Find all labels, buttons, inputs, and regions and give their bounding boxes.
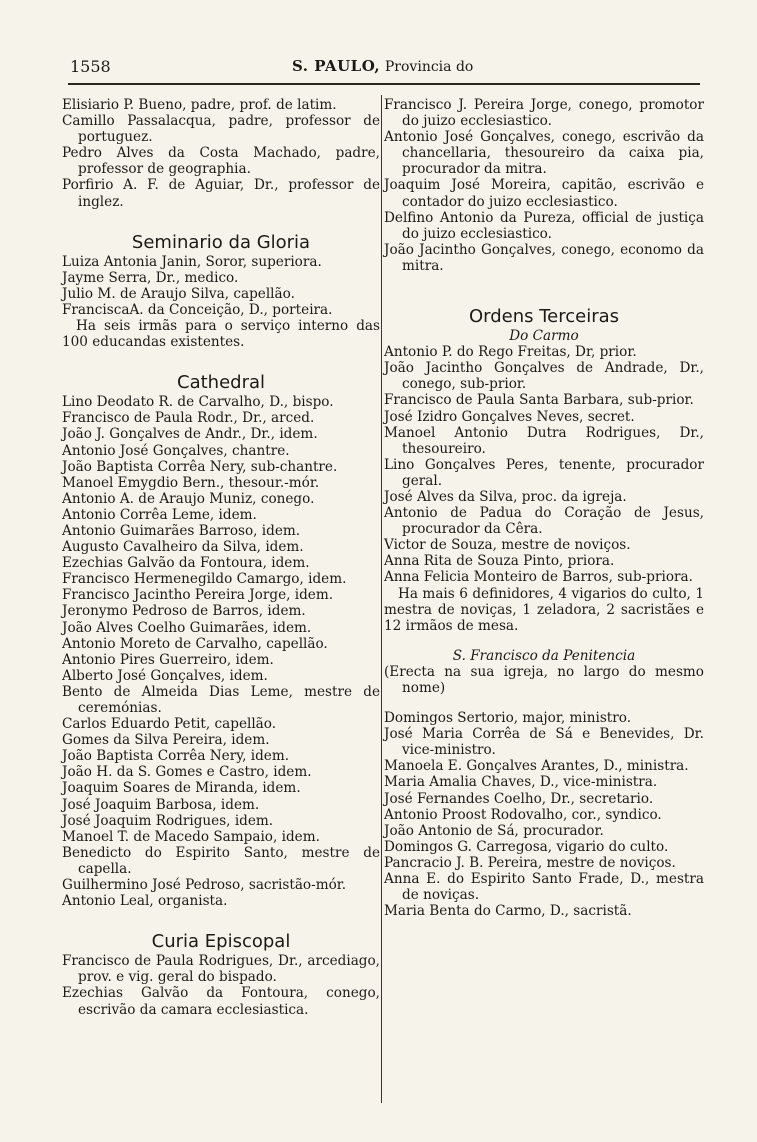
- entry: Augusto Cavalheiro da Silva, idem.: [62, 539, 304, 556]
- entry: Gomes da Silva Pereira, idem.: [62, 732, 270, 749]
- entry: FranciscaA. da Conceição, D., porteira.: [62, 301, 333, 318]
- entry: Antonio José Gonçalves, conego, escrivão da chancellaria, thesoureiro da caixa pia, procurador da mitra.: [384, 129, 704, 178]
- entry: José Izidro Gonçalves Neves, secret.: [384, 408, 635, 425]
- entry: Manoel Emygdio Bern., thesour.-mór.: [62, 474, 320, 491]
- entry: Antonio P. do Rego Freitas, Dr, prior.: [384, 344, 637, 361]
- entry: Porfirio A. F. de Aguiar, Dr., professor de inglez.: [62, 177, 380, 210]
- subheading-penitencia: S. Francisco da Penitencia: [452, 647, 636, 664]
- entry: Alberto José Gonçalves, idem.: [62, 667, 268, 684]
- section-heading-curia: Curia Episcopal: [151, 931, 291, 953]
- subheading-carmo: Do Carmo: [509, 328, 579, 345]
- entry: Manoel T. de Macedo Sampaio, idem.: [62, 828, 320, 845]
- entry: João Baptista Corrêa Nery, idem.: [62, 748, 290, 765]
- entry: Benedicto do Espirito Santo, mestre de capella.: [62, 844, 380, 877]
- entry: João Jacintho Gonçalves de Andrade, Dr., conego, sub-prior.: [384, 360, 704, 393]
- entry: Pedro Alves da Costa Machado, padre, professor de geographia.: [62, 145, 380, 178]
- entry: Antonio Corrêa Leme, idem.: [62, 506, 257, 523]
- entry: Ezechias Galvão da Fontoura, idem.: [62, 555, 310, 572]
- entry: João J. Gonçalves de Andr., Dr., idem.: [62, 426, 318, 443]
- section-heading-seminario: Seminario da Gloria: [131, 231, 311, 253]
- entry: Francisco Jacintho Pereira Jorge, idem.: [62, 587, 334, 604]
- entry: João Antonio de Sá, procurador.: [384, 822, 604, 839]
- entry: José Alves da Silva, proc. da igreja.: [384, 488, 627, 505]
- entry: José Fernandes Coelho, Dr., secretario.: [384, 790, 654, 807]
- entry: Manoel Antonio Dutra Rodrigues, Dr., thesoureiro.: [384, 424, 704, 457]
- entry: Ezechias Galvão da Fontoura, conego, escrivão da camara ecclesiastica.: [62, 985, 380, 1018]
- entry: João Alves Coelho Guimarães, idem.: [62, 619, 312, 636]
- running-title: [292, 57, 473, 75]
- entry: Domingos Sertorio, major, ministro.: [384, 710, 632, 727]
- entry: Jayme Serra, Dr., medico.: [62, 269, 239, 286]
- entry: Victor de Souza, mestre de noviços.: [384, 537, 631, 554]
- entry: Francisco de Paula Rodr., Dr., arced.: [62, 410, 315, 427]
- running-title-strong: S. PAULO,: [292, 57, 381, 75]
- page: [50, 55, 705, 1115]
- entry: Antonio Guimarães Barroso, idem.: [62, 522, 301, 539]
- entry: Manoela E. Gonçalves Arantes, D., ministra.: [384, 758, 689, 775]
- section-heading-ordens: Ordens Terceiras: [468, 306, 620, 328]
- entry: Francisco J. Pereira Jorge, conego, promotor do juizo ecclesiastico.: [384, 97, 704, 130]
- section-note: (Erecta na sua igreja, no largo do mesmo nome): [384, 663, 704, 696]
- entry: José Joaquim Rodrigues, idem.: [62, 812, 274, 829]
- entry: Antonio Moreto de Carvalho, capellão.: [62, 635, 328, 652]
- section-heading-cathedral: Cathedral: [177, 372, 265, 394]
- page-header: [50, 55, 705, 81]
- header-rule: [68, 83, 700, 85]
- entry: Antonio José Gonçalves, chantre.: [62, 442, 290, 459]
- entry: Camillo Passalacqua, padre, professor de portuguez.: [62, 113, 380, 146]
- entry: Luiza Antonia Janin, Soror, superiora.: [62, 253, 322, 270]
- entry: Anna E. do Espirito Santo Frade, D., mestra de noviças.: [384, 871, 704, 904]
- column-divider: [381, 95, 382, 1103]
- entry: Bento de Almeida Dias Leme, mestre de ceremónias.: [62, 683, 380, 716]
- entry: Anna Felicia Monteiro de Barros, sub-priora.: [384, 569, 693, 586]
- entry: João Jacintho Gonçalves, conego, economo da mitra.: [384, 241, 704, 274]
- entry: Antonio Leal, organista.: [62, 893, 228, 910]
- entry: João H. da S. Gomes e Castro, idem.: [62, 764, 312, 781]
- entry: Lino Deodato R. de Carvalho, D., bispo.: [62, 394, 334, 411]
- entry: Joaquim José Moreira, capitão, escrivão e contador do juizo ecclesiastico.: [384, 177, 704, 210]
- entry: Antonio A. de Araujo Muniz, conego.: [62, 490, 315, 507]
- right-column: [384, 97, 704, 919]
- entry: Francisco de Paula Rodrigues, Dr., arcediago, prov. e vig. geral do bispado.: [62, 953, 380, 986]
- entry: Pancracio J. B. Pereira, mestre de noviços.: [384, 854, 676, 871]
- entry: Maria Benta do Carmo, D., sacristã.: [384, 903, 632, 920]
- entry: Elisiario P. Bueno, padre, prof. de latim.: [62, 97, 337, 113]
- entry: Domingos G. Carregosa, vigario do culto.: [384, 838, 669, 855]
- entry: João Baptista Corrêa Nery, sub-chantre.: [62, 458, 338, 475]
- entry: Francisco Hermenegildo Camargo, idem.: [62, 571, 347, 588]
- page-number: 1558: [70, 57, 111, 76]
- entry: Jeronymo Pedroso de Barros, idem.: [62, 603, 306, 620]
- section-note: Ha seis irmãs para o serviço interno das 100 educandas existentes.: [62, 318, 380, 351]
- entry: Lino Gonçalves Peres, tenente, procurador geral.: [384, 456, 704, 489]
- entry: Antonio Proost Rodovalho, cor., syndico.: [384, 806, 662, 823]
- entry: José Joaquim Barbosa, idem.: [62, 796, 260, 813]
- section-note: Ha mais 6 definidores, 4 vigarios do culto, 1 mestra de noviças, 1 zeladora, 2 sacristães e 12 irmãos de mesa.: [384, 585, 704, 634]
- entry: Carlos Eduardo Petit, capellão.: [62, 716, 277, 733]
- entry: Antonio Pires Guerreiro, idem.: [62, 651, 274, 668]
- entry: Antonio de Padua do Coração de Jesus, procurador da Cêra.: [384, 505, 704, 538]
- entry: Maria Amalia Chaves, D., vice-ministra.: [384, 774, 658, 791]
- left-column: [62, 97, 380, 1018]
- running-title-rest: Provincia do: [384, 59, 474, 75]
- entry: José Maria Corrêa de Sá e Benevides, Dr. vice-ministro.: [384, 726, 704, 759]
- entry: Julio M. de Araujo Silva, capellão.: [62, 285, 295, 302]
- entry: Delfino Antonio da Pureza, official de justiça do juizo ecclesiastico.: [384, 209, 704, 242]
- entry: Joaquim Soares de Miranda, idem.: [62, 780, 301, 797]
- entry: Anna Rita de Souza Pinto, priora.: [384, 553, 615, 570]
- entry: Francisco de Paula Santa Barbara, sub-prior.: [384, 392, 694, 409]
- entry: Guilhermino José Pedroso, sacristão-mór.: [62, 877, 347, 894]
